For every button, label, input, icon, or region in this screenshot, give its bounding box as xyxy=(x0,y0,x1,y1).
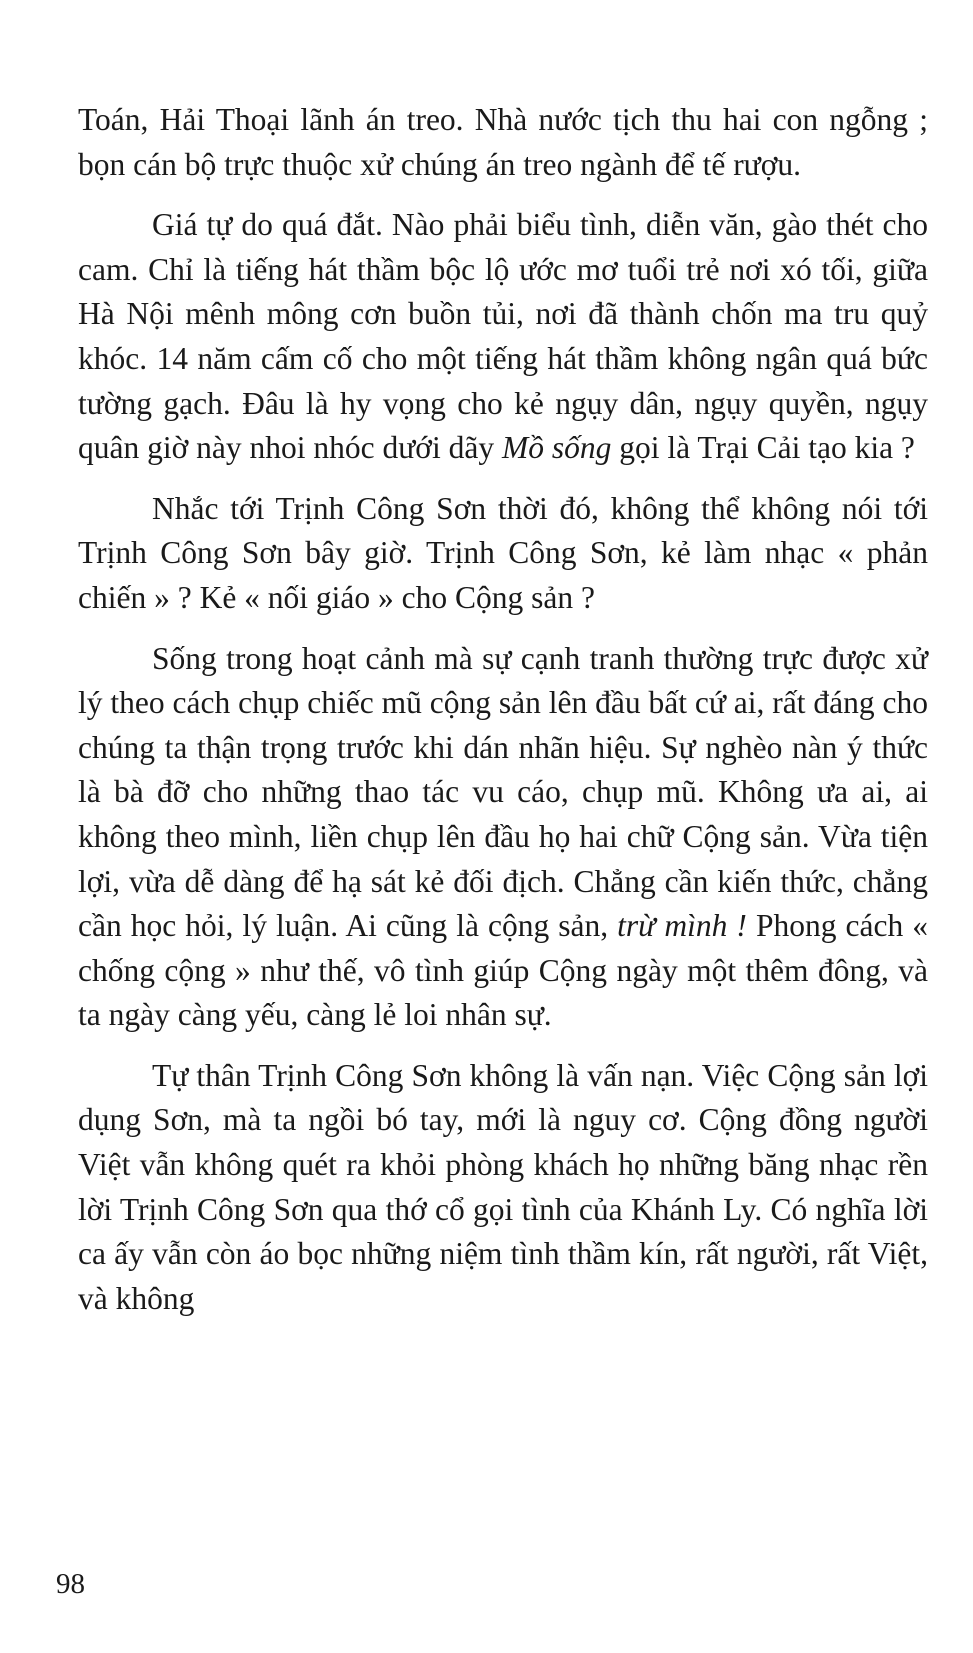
paragraph-4-text-a: Sống trong hoạt cảnh mà sự cạnh tranh thường trực được xử lý theo cách chụp chiếc mũ cộng sản lên đầu bất cứ ai, rất đáng cho chúng ta thận trọng trước khi dán nhãn hiệu. Sự nghèo nàn ý thức là bà đỡ cho những thao tác vu cáo, chụp mũ. Không ưa ai, ai không theo mình, liền chụp lên đầu họ hai chữ Cộng sản. Vừa tiện lợi, vừa dễ dàng để hạ sát kẻ đối địch. Chẳng cần kiến thức, chẳng cần học hỏi, lý luận. Ai cũng là cộng sản, xyxy=(78,640,928,944)
page-number: 98 xyxy=(56,1568,85,1600)
paragraph-5 xyxy=(78,1054,928,1322)
paragraph-1-text: Toán, Hải Thoại lãnh án treo. Nhà nước tịch thu hai con ngỗng ; bọn cán bộ trực thuộc xử chúng án treo ngành để tế rượu. xyxy=(78,102,928,182)
paragraph-2 xyxy=(78,203,928,471)
body-text xyxy=(78,98,928,1321)
paragraph-2-italic-mo-song: Mồ sống xyxy=(501,430,612,466)
paragraph-2-text-b: gọi là Trại Cải tạo kia ? xyxy=(611,430,915,466)
paragraph-3-text: Nhắc tới Trịnh Công Sơn thời đó, không thể không nói tới Trịnh Công Sơn bây giờ. Trịnh Công Sơn, kẻ làm nhạc « phản chiến » ? Kẻ « nối giáo » cho Cộng sản ? xyxy=(78,490,928,615)
paragraph-4-text-b: Phong cách « chống cộng » như thế, vô tình giúp Cộng ngày một thêm đông, và ta ngày càng yếu, càng lẻ loi nhân sự. xyxy=(78,908,928,1033)
paragraph-1 xyxy=(78,98,928,187)
paragraph-4 xyxy=(78,637,928,1038)
paragraph-2-text-a: Giá tự do quá đắt. Nào phải biểu tình, diễn văn, gào thét cho cam. Chỉ là tiếng hát thầm bộc lộ ước mơ tuổi trẻ nơi xó tối, giữa Hà Nội mênh mông cơn buồn tủi, nơi đã thành chốn ma tru quỷ khóc. 14 năm cấm cố cho một tiếng hát thầm không ngân quá bức tường gạch. Đâu là hy vọng cho kẻ ngụy dân, ngụy quyền, ngụy quân giờ này nhoi nhóc dưới dãy xyxy=(78,207,928,466)
paragraph-3 xyxy=(78,487,928,621)
paragraph-5-text: Tự thân Trịnh Công Sơn không là vấn nạn. Việc Cộng sản lợi dụng Sơn, mà ta ngồi bó tay, mới là nguy cơ. Cộng đồng người Việt vẫn không quét ra khỏi phòng khách họ những băng nhạc rền lời Trịnh Công Sơn qua thớ cổ gọi tình của Khánh Ly. Có nghĩa lời ca ấy vẫn còn áo bọc những niệm tình thầm kín, rất người, rất Việt, và không xyxy=(78,1057,928,1316)
paragraph-4-italic-tru-minh: trừ mình ! xyxy=(617,908,747,944)
